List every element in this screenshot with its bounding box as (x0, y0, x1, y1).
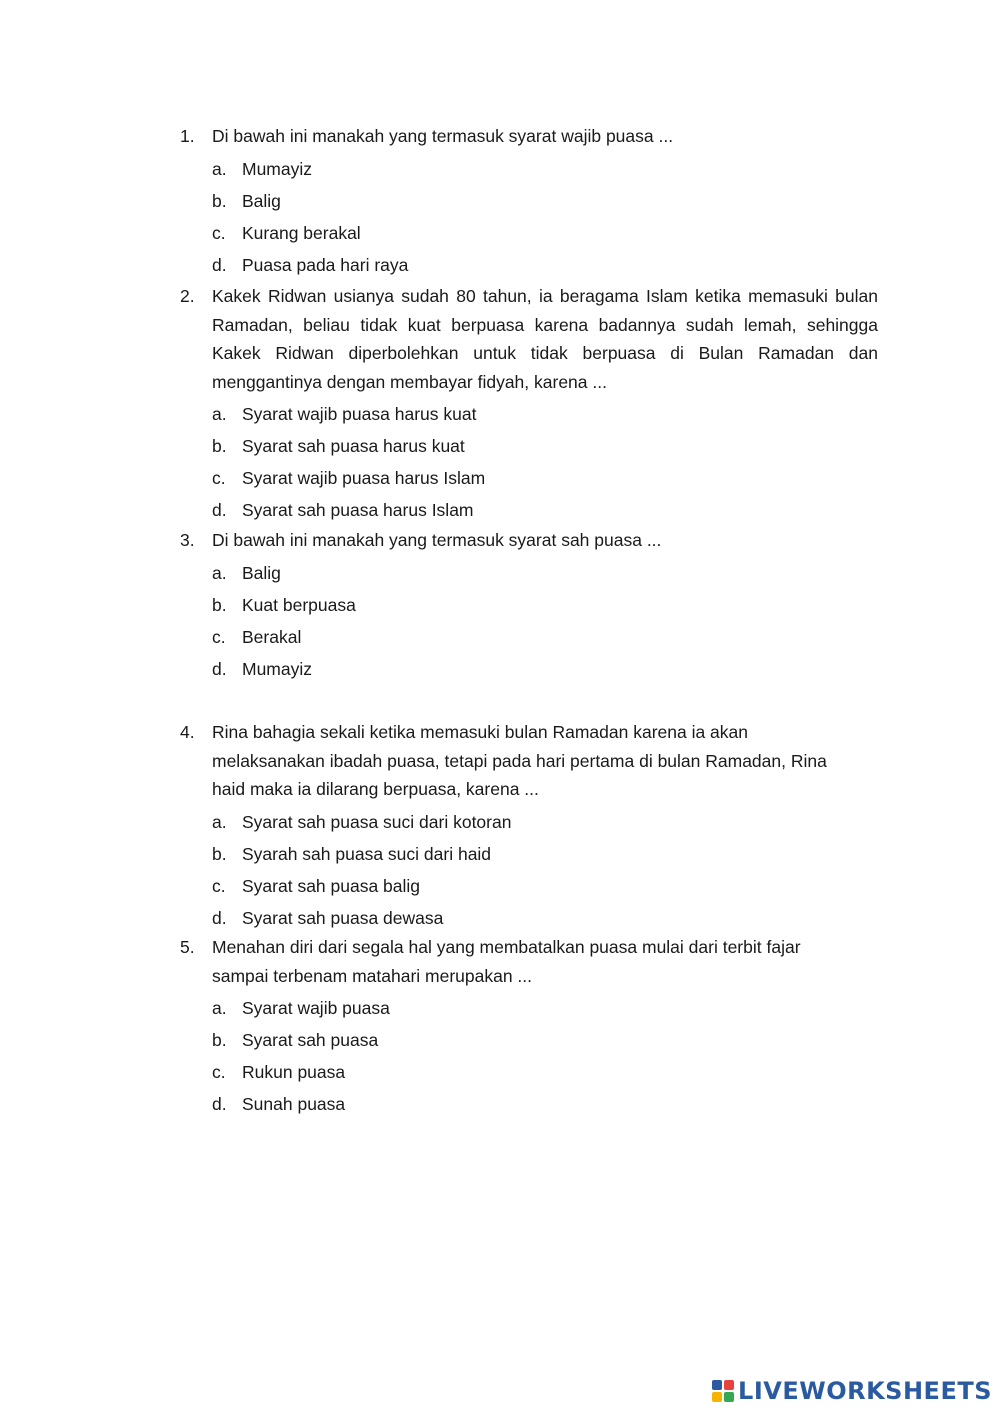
question-text: Rina bahagia sekali ketika memasuki bulan Ramadan karena ia akan melaksanakan ibadah puasa, tetapi pada hari pertama di bulan Ramadan, Rina haid maka ia dilarang berpuasa, karena ... (212, 722, 827, 799)
option-letter: c. (212, 1062, 226, 1082)
option-letter: c. (212, 875, 226, 896)
option-text: Syarat sah puasa balig (242, 875, 421, 896)
option-a[interactable] (212, 153, 878, 185)
option-text: Syarat sah puasa dewasa (242, 907, 444, 928)
question-text: Menahan diri dari segala hal yang membatalkan puasa mulai dari terbit fajar sampai terbenam matahari merupakan ... (212, 937, 801, 986)
option-letter: a. (212, 811, 227, 832)
question-number: 2. (180, 286, 195, 306)
option-text: Balig (242, 562, 281, 583)
option-b[interactable] (212, 1024, 850, 1056)
option-text: Syarat wajib puasa harus Islam (242, 468, 486, 488)
option-letter: d. (212, 254, 227, 275)
question-1 (180, 122, 878, 281)
question-number: 3. (180, 530, 195, 550)
options-list (180, 398, 878, 526)
option-letter: b. (212, 190, 227, 211)
option-b[interactable] (212, 589, 878, 621)
option-letter: d. (212, 500, 227, 520)
option-text: Syarat sah puasa suci dari kotoran (242, 811, 512, 832)
option-c[interactable] (212, 462, 878, 494)
question-text: Di bawah ini manakah yang termasuk syarat sah puasa ... (212, 530, 662, 550)
question-text: Di bawah ini manakah yang termasuk syarat wajib puasa ... (212, 126, 674, 146)
option-letter: a. (212, 158, 227, 179)
liveworksheets-logo (712, 1377, 992, 1405)
option-text: Syarat wajib puasa (242, 998, 390, 1018)
option-a[interactable] (212, 398, 878, 430)
option-letter: b. (212, 843, 227, 864)
option-c[interactable] (212, 1056, 850, 1088)
option-text: Syarah sah puasa suci dari haid (242, 843, 492, 864)
option-text: Puasa pada hari raya (242, 254, 409, 275)
option-text: Syarat sah puasa harus Islam (242, 500, 474, 520)
question-number: 1. (180, 126, 195, 146)
option-letter: a. (212, 562, 227, 583)
options-list (180, 806, 860, 934)
option-d[interactable] (212, 249, 878, 281)
liveworksheets-logo-text: LIVEWORKSHEETS (738, 1377, 992, 1405)
option-d[interactable] (212, 902, 860, 934)
option-b[interactable] (212, 185, 878, 217)
option-text: Kuat berpuasa (242, 594, 356, 615)
option-text: Balig (242, 190, 281, 211)
option-letter: c. (212, 222, 226, 243)
option-c[interactable] (212, 870, 860, 902)
option-c[interactable] (212, 621, 878, 653)
question-5 (180, 933, 850, 1120)
question-2 (180, 282, 878, 526)
option-a[interactable] (212, 557, 878, 589)
option-letter: d. (212, 658, 227, 679)
option-letter: c. (212, 468, 226, 488)
options-list (180, 153, 878, 281)
option-a[interactable] (212, 806, 860, 838)
option-b[interactable] (212, 838, 860, 870)
option-letter: c. (212, 626, 226, 647)
option-d[interactable] (212, 1088, 850, 1120)
liveworksheets-logo-icon (712, 1380, 734, 1402)
option-text: Syarat sah puasa harus kuat (242, 436, 465, 456)
option-letter: a. (212, 404, 227, 424)
option-c[interactable] (212, 217, 878, 249)
option-a[interactable] (212, 992, 850, 1024)
option-b[interactable] (212, 430, 878, 462)
option-text: Syarat sah puasa (242, 1030, 379, 1050)
option-text: Berakal (242, 626, 302, 647)
option-letter: d. (212, 1094, 227, 1114)
question-number: 5. (180, 937, 195, 957)
option-d[interactable] (212, 653, 878, 685)
option-letter: b. (212, 436, 227, 456)
question-4 (180, 718, 860, 934)
option-text: Rukun puasa (242, 1062, 346, 1082)
option-letter: d. (212, 907, 227, 928)
option-text: Mumayiz (242, 158, 313, 179)
options-list (180, 992, 850, 1120)
option-letter: b. (212, 594, 227, 615)
option-d[interactable] (212, 494, 878, 526)
option-letter: a. (212, 998, 227, 1018)
question-number: 4. (180, 722, 195, 742)
option-text: Kurang berakal (242, 222, 361, 243)
option-text: Syarat wajib puasa harus kuat (242, 404, 477, 424)
option-text: Sunah puasa (242, 1094, 346, 1114)
question-text: Kakek Ridwan usianya sudah 80 tahun, ia beragama Islam ketika memasuki bulan Ramadan, beliau tidak kuat berpuasa karena badannya sudah lemah, sehingga Kakek Ridwan diperbolehkan untuk tidak berpuasa di Bulan Ramadan dan menggantinya dengan membayar fidyah, karena ... (212, 286, 878, 392)
option-text: Mumayiz (242, 658, 313, 679)
options-list (180, 557, 878, 685)
option-letter: b. (212, 1030, 227, 1050)
question-3 (180, 526, 878, 685)
